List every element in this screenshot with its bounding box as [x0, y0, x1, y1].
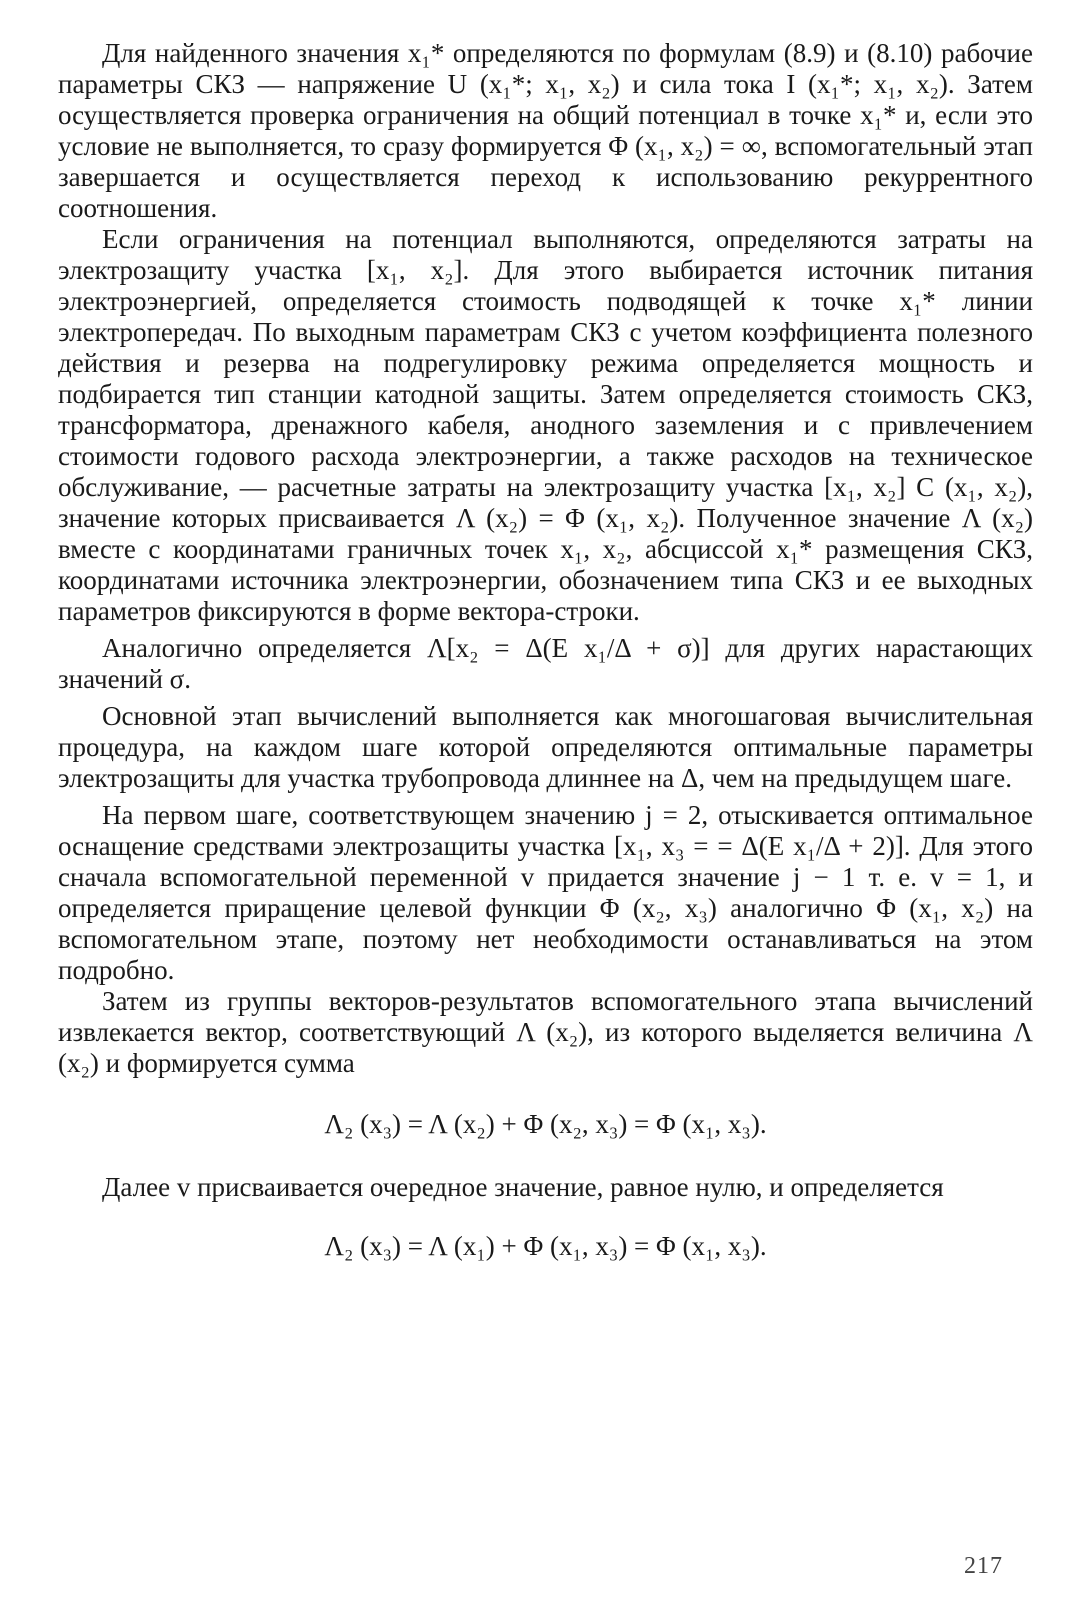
paragraph-1: Для найденного значения x₁* определяются по формулам (8.9) и (8.10) рабочие параметры СКЗ — напряжение U (x₁*; x₁, x₂) и сила тока I (x₁*; x₁, x₂). Затем осуществляется проверка ограничения на общий потенциал в точке x₁* и, если это условие не выполняется, то сразу формируется Φ (x₁, x₂) = ∞, вспомогательный этап завершается и осуществляется переход к использованию рекуррентного соотношения.	[58, 38, 1033, 223]
paragraph-7: Далее v присваивается очередное значение, равное нулю, и определяется	[102, 1172, 944, 1202]
paragraph-5: На первом шаге, соответствующем значению j = 2, отыскивается оптимальное оснащение средствами электрозащиты участка [x₁, x₃ = = Δ(E x₁/Δ + 2)]. Для этого сначала вспомогательной переменной v придается значение j − 1 т. е. v = 1, и определяется приращение целевой функции Φ (x₂, x₃) аналогично Φ (x₁, x₂) на вспомогательном этапе, поэтому нет необходимости останавливаться на этом подробно.	[58, 800, 1033, 985]
page-number: 217	[964, 1553, 1003, 1579]
equation-1: Λ₂ (x₃) = Λ (x₂) + Φ (x₂, x₃) = Φ (x₁, x₃).	[324, 1109, 767, 1139]
equation-2: Λ₂ (x₃) = Λ (x₁) + Φ (x₁, x₃) = Φ (x₁, x₃).	[324, 1231, 767, 1261]
paragraph-6: Затем из группы векторов-результатов вспомогательного этапа вычислений извлекается вектор, соответствующий Λ (x₂), из которого выделяется величина Λ (x₂) и формируется сумма	[58, 986, 1033, 1078]
paragraph-2: Если ограничения на потенциал выполняются, определяются затраты на электрозащиту участка [x₁, x₂]. Для этого выбирается источник питания электроэнергией, определяется стоимость подводящей к точке x₁* линии электропередач. По выходным параметрам СКЗ с учетом коэффициента полезного действия и резерва на подрегулировку режима определяется мощность и подбирается тип станции катодной защиты. Затем определяется стоимость СКЗ, трансформатора, дренажного кабеля, анодного заземления и с привлечением стоимости годового расхода электроэнергии, а также расходов на техническое обслуживание, — расчетные затраты на электрозащиту участка [x₁, x₂] C (x₁, x₂), значение которых присваивается Λ (x₂) = Φ (x₁, x₂). Полученное значение Λ (x₂) вместе с координатами граничных точек x₁, x₂, абсциссой x₁* размещения СКЗ, координатами источника электроэнергии, обозначением типа СКЗ и ее выходных параметров фиксируются в форме вектора-строки.	[58, 224, 1033, 626]
paragraph-3: Аналогично определяется Λ[x₂ = Δ(E x₁/Δ + σ)] для других нарастающих значений σ.	[58, 633, 1033, 694]
paragraph-4: Основной этап вычислений выполняется как многошаговая вычислительная процедура, на каждом шаге которой определяются оптимальные параметры электрозащиты для участка трубопровода длиннее на Δ, чем на предыдущем шаге.	[58, 701, 1033, 793]
